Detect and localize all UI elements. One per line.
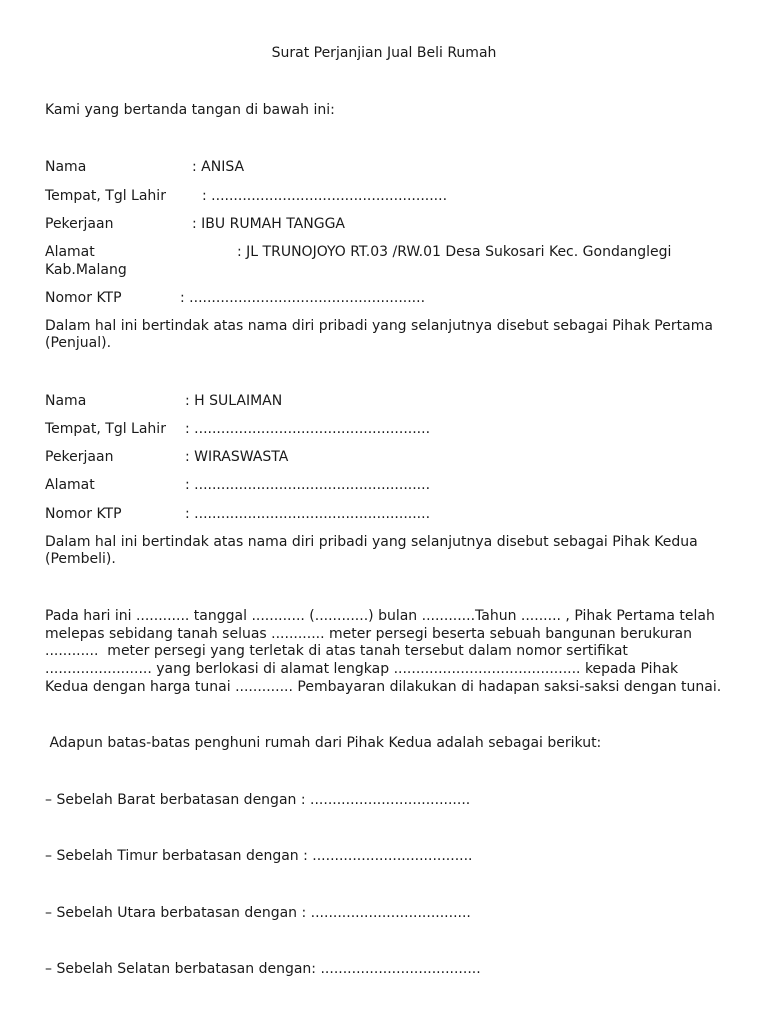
agreement-line: melepas sebidang tanah seluas ............ meter persegi beserta sebuah bangunan berukuran	[45, 626, 692, 642]
party-two-birth-label: Tempat, Tgl Lahir	[45, 421, 166, 437]
party-one-birth-value: : .....................................................	[202, 188, 448, 204]
boundary-west: – Sebelah Barat berbatasan dengan : ....................................	[45, 792, 471, 808]
party-two-address-value: : .....................................................	[185, 477, 431, 493]
agreement-line: Kedua dengan harga tunai ............. Pembayaran dilakukan di hadapan saksi-saksi dengan tunai.	[45, 679, 722, 695]
agreement-line: Pada hari ini ............ tanggal ............ (............) bulan ............Tahun ......... , Pihak Pertama telah	[45, 608, 715, 624]
party-one-address-value: : JL TRUNOJOYO RT.03 /RW.01 Desa Sukosari Kec. Gondanglegi	[237, 244, 672, 260]
party-two-job-label: Pekerjaan	[45, 449, 114, 465]
party-one-name-value: : ANISA	[192, 159, 245, 175]
party-one-job-label: Pekerjaan	[45, 216, 114, 232]
party-one-ktp-label: Nomor KTP	[45, 290, 122, 306]
boundary-north: – Sebelah Utara berbatasan dengan : ....................................	[45, 905, 471, 921]
party-one-statement: Dalam hal ini bertindak atas nama diri pribadi yang selanjutnya disebut sebagai Pihak Pertama (Penjual).	[45, 318, 713, 351]
boundary-south: – Sebelah Selatan berbatasan dengan: ....................................	[45, 961, 481, 977]
agreement-line: ........................ yang berlokasi di alamat lengkap .......................................... kepada Pihak	[45, 661, 679, 677]
party-two-ktp-label: Nomor KTP	[45, 506, 122, 522]
boundaries-intro: Adapun batas-batas penghuni rumah dari Pihak Kedua adalah sebagai berikut:	[45, 735, 602, 751]
document-title: Surat Perjanjian Jual Beli Rumah	[271, 45, 497, 61]
party-two-name-value: : H SULAIMAN	[185, 393, 283, 409]
party-two-address-label: Alamat	[45, 477, 95, 493]
party-one-address-continued: Kab.Malang	[45, 262, 127, 278]
party-two-name-label: Nama	[45, 393, 87, 409]
party-two-ktp-value: : .....................................................	[185, 506, 431, 522]
party-two-job-value: : WIRASWASTA	[185, 449, 289, 465]
boundary-east: – Sebelah Timur berbatasan dengan : ....................................	[45, 848, 473, 864]
intro-text: Kami yang bertanda tangan di bawah ini:	[45, 102, 335, 118]
party-two-statement: Dalam hal ini bertindak atas nama diri pribadi yang selanjutnya disebut sebagai Pihak Kedua (Pembeli).	[45, 534, 698, 567]
party-one-ktp-value: : .....................................................	[180, 290, 426, 306]
party-one-address-label: Alamat	[45, 244, 95, 260]
agreement-line: ............ meter persegi yang terletak di atas tanah tersebut dalam nomor sertifikat	[45, 643, 628, 659]
party-one-name-label: Nama	[45, 159, 87, 175]
party-one-job-value: : IBU RUMAH TANGGA	[192, 216, 345, 232]
party-two-birth-value: : .....................................................	[185, 421, 431, 437]
party-one-birth-label: Tempat, Tgl Lahir	[45, 188, 166, 204]
